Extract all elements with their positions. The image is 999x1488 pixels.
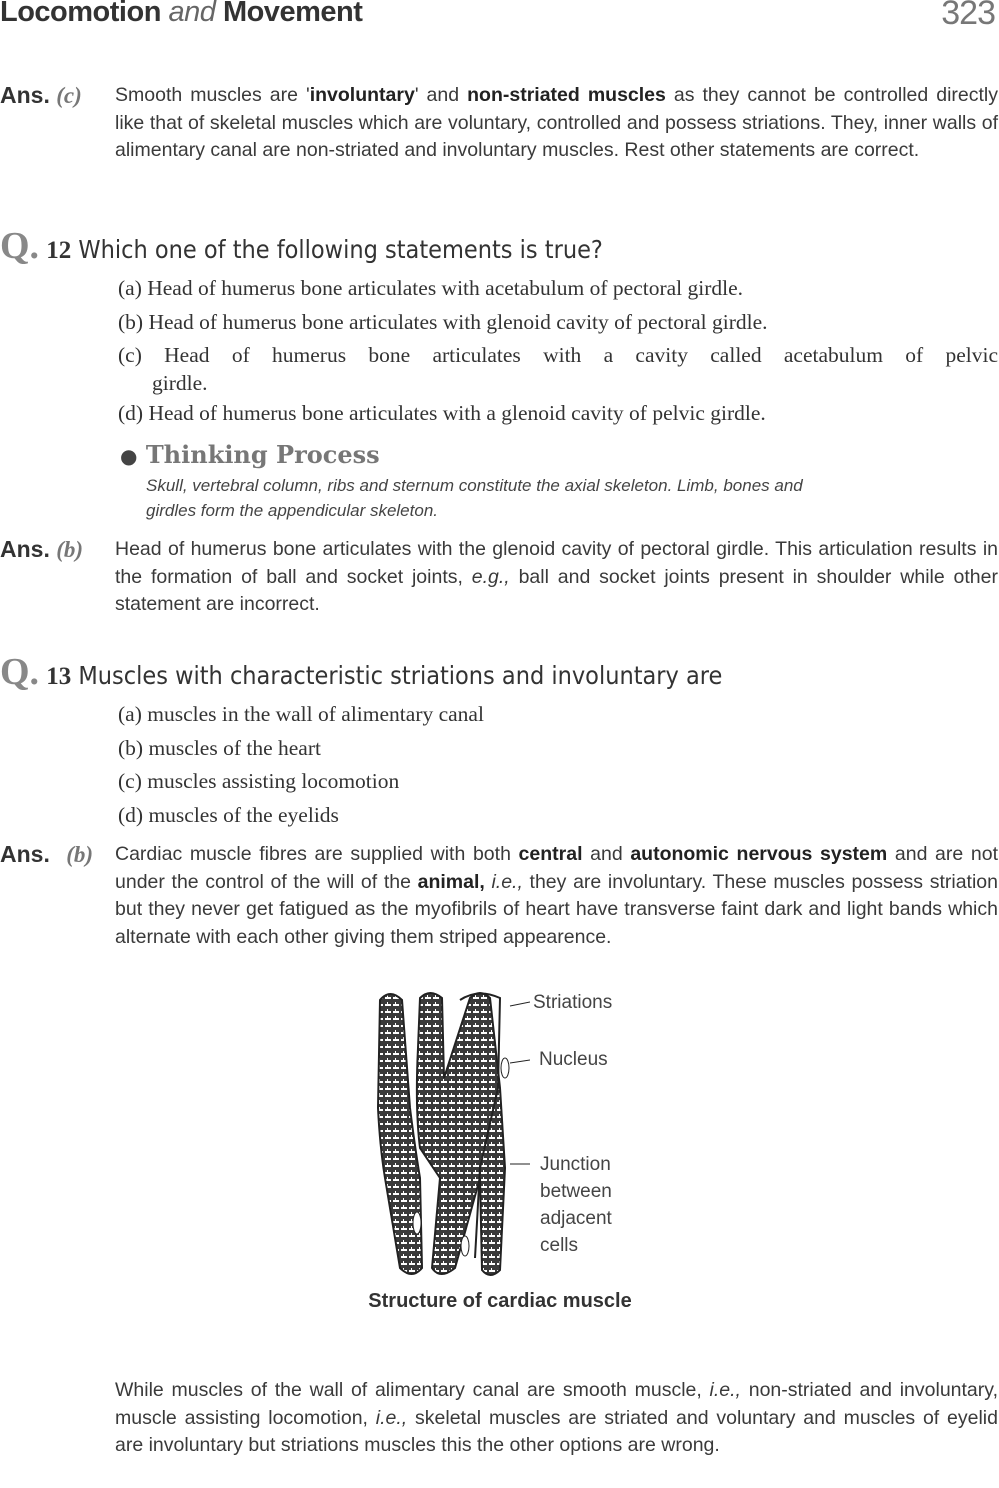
answer-option: (b): [66, 842, 94, 867]
bold-term: central: [518, 843, 583, 865]
thinking-process-text: [146, 473, 946, 523]
option-a: (a) Head of humerus bone articulates with acetabulum of pectoral girdle.: [118, 276, 744, 300]
bold-term: animal,: [417, 870, 485, 893]
page-number: 323: [941, 0, 995, 32]
bold-term: non-striated muscles: [467, 84, 666, 106]
question-text: Muscles with characteristic striations and involuntary are: [78, 661, 723, 690]
bulb-icon: ●: [120, 444, 138, 468]
italic-text: i.e.,: [709, 1379, 741, 1401]
option-c: (c) Head of humerus bone articulates with a cavity called acetabulum of pelvic: [118, 343, 998, 367]
figure-caption: Structure of cardiac muscle: [368, 1290, 632, 1312]
nucleus: [501, 1058, 509, 1078]
option-d: (d) Head of humerus bone articulates with a glenoid cavity of pelvic girdle.: [118, 401, 766, 425]
answer-13-text: [115, 841, 998, 951]
label-line: cells: [540, 1235, 579, 1256]
answer-12-text: [115, 536, 998, 619]
bold-term: autonomic nervous system: [630, 843, 888, 865]
text: ball and socket joints present in shoulder while other statement are incorrect.: [115, 565, 998, 616]
text-line: girdles form the appendicular skeleton.: [146, 501, 438, 520]
option-b: (b) Head of humerus bone articulates with glenoid cavity of pectoral girdle.: [118, 309, 768, 334]
option-a: (a) muscles in the wall of alimentary canal: [118, 702, 484, 726]
text: ' and: [414, 84, 468, 106]
cardiac-muscle-diagram: [360, 988, 530, 1284]
label-junction: [540, 1151, 612, 1259]
header-title: Locomotion: [0, 0, 161, 28]
italic-text: e.g.,: [471, 565, 510, 588]
answer-label: [0, 82, 82, 109]
nucleus: [461, 1236, 469, 1256]
header-title-and: and: [168, 0, 216, 28]
option-c: (c) muscles assisting locomotion: [118, 769, 400, 794]
italic-text: i.e.,: [484, 870, 523, 893]
text: they are involuntary. These muscles possess striation but they never get fatigued as the myofibrils of heart have transverse faint dark and light bands which alternate with each other giving them striped appearence.: [115, 870, 998, 948]
answer-option: (c): [56, 83, 82, 108]
ans-text: Ans.: [0, 841, 50, 867]
answer-label: [0, 841, 93, 868]
text: Head of humerus bone articulates with the glenoid cavity of pectoral girdle. This articulation results in the formation of ball and socket joints,: [115, 538, 998, 588]
heading-text: Thinking Process: [145, 440, 380, 469]
question-number: 13: [46, 663, 72, 690]
text: Cardiac muscle fibres are supplied with both: [115, 843, 519, 865]
text-line: Skull, vertebral column, ribs and sternum constitute the axial skeleton. Limb, bones and: [146, 476, 803, 495]
text: as they cannot be controlled directly like that of skeletal muscles which are voluntary, controlled and possess striations. They, inner walls of alimentary canal are non-striated and involuntary muscles. Rest other statements are correct.: [115, 84, 999, 162]
q13-options: [118, 698, 998, 833]
q-marker: Q.: [0, 225, 40, 267]
running-header: [0, 0, 362, 29]
text: non-striated and involuntary, muscle assisting locomotion,: [115, 1379, 998, 1429]
ans-text: Ans.: [0, 536, 50, 562]
label-line: Junction: [540, 1154, 611, 1175]
answer-11-text: [115, 82, 998, 165]
option-b: (b) muscles of the heart: [118, 735, 321, 760]
question-13: [0, 650, 722, 694]
label-line: adjacent: [540, 1208, 612, 1229]
label-striations: Striations: [533, 992, 613, 1013]
text: and: [582, 843, 631, 865]
answer-option: (b): [56, 537, 84, 562]
bold-term: involuntary: [309, 84, 415, 106]
question-text: Which one of the following statements is true?: [78, 235, 603, 264]
text: skeletal muscles are striated and voluntary and muscles of eyelid are involuntary but striations muscles this the other options are wrong.: [115, 1406, 998, 1457]
ans-text: Ans.: [0, 82, 50, 108]
text: While muscles of the wall of alimentary canal are smooth muscle,: [115, 1379, 710, 1401]
leader-line: [510, 1060, 530, 1063]
italic-text: i.e.,: [375, 1406, 408, 1429]
closing-paragraph: [115, 1377, 998, 1460]
label-nucleus: Nucleus: [539, 1049, 608, 1070]
muscle-fiber: [417, 993, 505, 1275]
answer-label: [0, 536, 83, 563]
nucleus: [413, 1212, 421, 1234]
question-number: 12: [46, 237, 72, 264]
header-title-end: Movement: [222, 0, 363, 28]
text: and are not under the control of the will of the: [115, 843, 998, 893]
thinking-process-heading: [120, 440, 380, 469]
question-12: [0, 224, 603, 268]
text: Smooth muscles are ': [115, 84, 310, 106]
q-marker: Q.: [0, 651, 40, 693]
leader-line: [510, 1002, 530, 1006]
label-line: between: [540, 1181, 612, 1202]
q12-options: [118, 272, 998, 431]
option-d: (d) muscles of the eyelids: [118, 803, 339, 828]
option-c-cont: girdle.: [152, 371, 208, 395]
